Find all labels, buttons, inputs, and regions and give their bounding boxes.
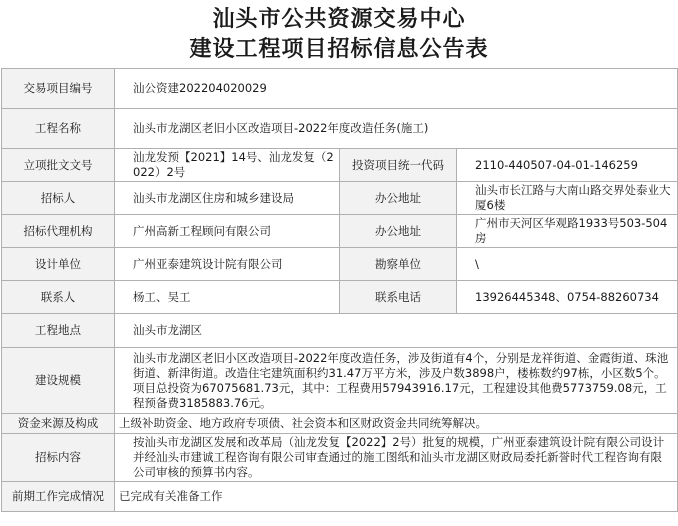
survey-label: 勘察单位 bbox=[340, 248, 457, 281]
approval-value: 汕龙发预【2021】14号、汕龙发复（2022）2号 bbox=[115, 149, 340, 182]
project-code-label: 投资项目统一代码 bbox=[340, 149, 457, 182]
content-value: 按汕头市龙湖区发展和改革局（汕龙发复【2022】2号）批复的规模，广州亚泰建筑设计院有限公司设计并经汕头市建诚工程咨询有限公司审查通过的施工图纸和汕头市龙湖区财政局委托新誉时代工程咨询有限公司审核的预算书内容。 bbox=[115, 434, 678, 482]
row-approval bbox=[2, 149, 678, 182]
phone-label: 联系电话 bbox=[340, 281, 457, 314]
row-tenderer bbox=[2, 182, 678, 215]
trade-no-value: 汕公资建202204020029 bbox=[115, 69, 678, 109]
project-name-label: 工程名称 bbox=[2, 109, 115, 149]
content-label: 招标内容 bbox=[2, 434, 115, 482]
tenderer-value: 汕头市龙湖区住房和城乡建设局 bbox=[115, 182, 340, 215]
contact-value: 杨工、吴工 bbox=[115, 281, 340, 314]
row-prep bbox=[2, 482, 678, 512]
row-agent bbox=[2, 215, 678, 248]
location-label: 工程地点 bbox=[2, 314, 115, 348]
contact-label: 联系人 bbox=[2, 281, 115, 314]
row-contact bbox=[2, 281, 678, 314]
title-line-2: 建设工程项目招标信息公告表 bbox=[189, 36, 489, 62]
project-code-value: 2110-440507-04-01-146259 bbox=[457, 149, 678, 182]
designer-value: 广州亚泰建筑设计院有限公司 bbox=[115, 248, 340, 281]
scale-value: 汕头市龙湖区老旧小区改造项目-2022年度改造任务，涉及街道有4个，分别是龙祥街道、金霞街道、珠池街道、新津街道。改造住宅建筑面积约31.47万平方米，涉及户数3898户，楼栋数约97栋，小区数5个。项目总投资为67075681.73元，其中：工程费用57943916.17元，工程建设其他费5773759.08元，工程预备费3185883.76元。 bbox=[115, 348, 678, 414]
funding-value: 上级补助资金、地方政府专项债、社会资本和区财政资金共同统筹解决。 bbox=[115, 414, 678, 434]
row-trade-no bbox=[2, 69, 678, 109]
row-funding bbox=[2, 414, 678, 434]
funding-label: 资金来源及构成 bbox=[2, 414, 115, 434]
approval-label: 立项批文文号 bbox=[2, 149, 115, 182]
prep-value: 已完成有关准备工作 bbox=[115, 482, 678, 512]
designer-label: 设计单位 bbox=[2, 248, 115, 281]
row-location bbox=[2, 314, 678, 348]
agent-label: 招标代理机构 bbox=[2, 215, 115, 248]
location-value: 汕头市龙湖区 bbox=[115, 314, 678, 348]
survey-value: \ bbox=[457, 248, 678, 281]
info-table bbox=[1, 68, 678, 512]
tenderer-address-value: 汕头市长江路与大南山路交界处泰业大厦6楼 bbox=[457, 182, 678, 215]
row-project-name bbox=[2, 109, 678, 149]
project-name-value: 汕头市龙湖区老旧小区改造项目-2022年度改造任务(施工) bbox=[115, 109, 678, 149]
row-designer bbox=[2, 248, 678, 281]
phone-value: 13926445348、0754-88260734 bbox=[457, 281, 678, 314]
row-scale bbox=[2, 348, 678, 414]
trade-no-label: 交易项目编号 bbox=[2, 69, 115, 109]
prep-label: 前期工作完成情况 bbox=[2, 482, 115, 512]
page-title bbox=[0, 0, 678, 68]
scale-label: 建设规模 bbox=[2, 348, 115, 414]
agent-address-value: 广州市天河区华观路1933号503-504房 bbox=[457, 215, 678, 248]
tenderer-label: 招标人 bbox=[2, 182, 115, 215]
tenderer-address-label: 办公地址 bbox=[340, 182, 457, 215]
title-line-1: 汕头市公共资源交易中心 bbox=[212, 6, 466, 32]
row-content bbox=[2, 434, 678, 482]
agent-address-label: 办公地址 bbox=[340, 215, 457, 248]
agent-value: 广州高新工程顾问有限公司 bbox=[115, 215, 340, 248]
